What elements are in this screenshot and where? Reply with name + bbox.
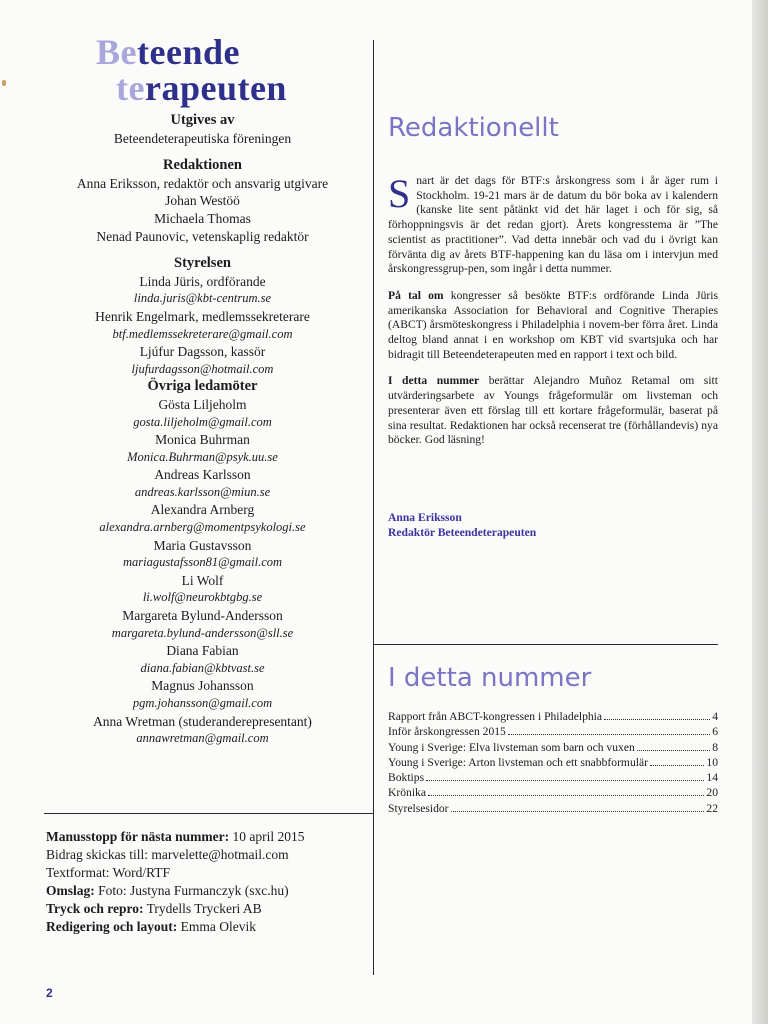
deadline-line: Manusstopp för nästa nummer: 10 april 2015 — [46, 829, 305, 844]
print-line: Tryck och repro: Trydells Tryckeri AB — [46, 901, 262, 916]
signature-name: Anna Eriksson — [388, 511, 462, 524]
board-member-email[interactable]: btf.medlemssekreterare@gmail.com — [112, 326, 293, 341]
member-email[interactable]: gosta.liljeholm@gmail.com — [133, 414, 272, 429]
page-edge-shadow — [752, 0, 768, 1024]
member-name: Andreas Karlsson — [154, 467, 251, 483]
editorial-paragraph: På tal om kongresser så besökte BTF:s ordförande Linda Jüris amerikanska Association for Behavioral and Cognitive Therapies (ABCT) årsmöteskongress i Philadelphia i novem-ber förra året. Linda deltog bland annat i en workshop om KBT vid svartsjuka och har bidragit till Beteendeterapeuten med en rapport i text och bild. — [388, 288, 718, 361]
member-email[interactable]: alexandra.arnberg@momentpsykologi.se — [99, 520, 306, 535]
member-email[interactable]: mariagustafsson81@gmail.com — [122, 555, 283, 570]
editorial-body — [388, 171, 718, 460]
member-name: Maria Gustavsson — [153, 537, 252, 553]
member-name: Diana Fabian — [166, 643, 239, 659]
published-by: Beteendeterapeutiska föreningen — [113, 130, 292, 146]
toc-item[interactable]: Young i Sverige: Elva livsteman som barn och vuxen 8 — [388, 740, 718, 754]
toc-divider — [374, 644, 718, 645]
editor-entry: Anna Eriksson, redaktör och ansvarig utgivare — [76, 175, 329, 191]
member-name: Anna Wretman (studeranderepresentant) — [93, 713, 312, 729]
production-credits — [46, 828, 371, 936]
editorial-team-heading: Redaktionen — [163, 157, 242, 174]
member-email[interactable]: andreas.karlsson@miun.se — [134, 484, 271, 499]
submit-line: Bidrag skickas till: marvelette@hotmail.com — [46, 847, 289, 862]
editor-entry: Michaela Thomas — [154, 210, 251, 226]
editorial-paragraph: Snart är det dags för BTF:s årskongress som i år äger rum i Stockholm. 19-21 mars är de datum du bör boka av i kalendern (kanske lite sent påtänkt vid det här laget i och för sig, så förhoppningsvis är det redan gjort). Årets kongresstema är ”The scientist as practitioner”. Vad detta innebär och vad du i övrigt kan förvänta dig av årets BTF-happening kan du läsa om i intervjun med årskongressgrup-pen, som ingår i detta nummer. — [388, 171, 718, 276]
member-name: Margareta Bylund-Andersson — [122, 608, 283, 624]
page-number: 2 — [46, 986, 53, 1000]
drop-cap: S — [388, 171, 411, 216]
member-name: Alexandra Arnberg — [150, 502, 255, 518]
board-member-name: Henrik Engelmark, medlemssekreterare — [95, 308, 310, 324]
logo-line-1: Beteende — [96, 32, 240, 72]
editor-entry: Nenad Paunovic, vetenskaplig redaktör — [96, 228, 309, 244]
column-divider — [373, 40, 374, 975]
toc-item[interactable]: Styrelsesidor 22 — [388, 801, 718, 815]
published-by-heading: Utgives av — [170, 112, 235, 128]
member-email[interactable]: pgm.johansson@gmail.com — [132, 696, 273, 710]
credits-divider — [44, 813, 374, 814]
editorial-signature — [388, 510, 718, 540]
board-member-name: Linda Jüris, ordförande — [139, 273, 266, 289]
member-email[interactable]: diana.fabian@kbtvast.se — [140, 660, 265, 675]
member-email[interactable]: margareta.bylund-andersson@sll.se — [111, 625, 294, 640]
editorial-heading: Redaktionellt — [388, 113, 559, 143]
format-line: Textformat: Word/RTF — [46, 865, 171, 880]
board-member-name: Ljúfur Dagsson, kassör — [139, 344, 266, 360]
other-members-heading: Övriga ledamöter — [147, 378, 258, 395]
toc-item[interactable]: Krönika 20 — [388, 786, 718, 800]
toc-heading: I detta nummer — [388, 663, 592, 693]
table-of-contents — [388, 709, 718, 816]
editor-entry: Johan Westöö — [165, 193, 240, 209]
member-email[interactable]: Monica.Buhrman@psyk.uu.se — [127, 449, 278, 464]
masthead — [40, 112, 365, 748]
member-name: Li Wolf — [181, 572, 224, 588]
toc-item[interactable]: Young i Sverige: Arton livsteman och ett snabbformulär 10 — [388, 755, 718, 769]
toc-item[interactable]: Boktips 14 — [388, 771, 718, 785]
editorial-paragraph: I detta nummer berättar Alejandro Muñoz Retamal om sitt utvärderingsarbete av Youngs frågeformulär om livsteman och presenterar även ett förslag till ett kortare frågeformulär, baserat på sina resultat. Redaktionen har också recenserat tre (förhållandevis) nya böcker. God läsning! — [388, 374, 718, 447]
member-name: Gösta Liljeholm — [158, 396, 247, 412]
board-member-email[interactable]: ljufurdagsson@hotmail.com — [131, 361, 274, 376]
signature-title: Redaktör Beteendeterapeuten — [388, 526, 537, 539]
member-name: Monica Buhrman — [155, 432, 250, 448]
member-email[interactable]: li.wolf@neurokbtgbg.se — [142, 590, 263, 605]
logo-line-2: terapeuten — [116, 68, 287, 108]
toc-item[interactable]: Rapport från ABCT-kongressen i Philadelphia 4 — [388, 710, 718, 723]
layout-line: Redigering och layout: Emma Olevik — [46, 919, 256, 934]
scan-speck — [2, 80, 6, 86]
member-email[interactable]: annawretman@gmail.com — [136, 731, 269, 746]
magazine-logo — [96, 34, 287, 106]
board-member-email[interactable]: linda.juris@kbt-centrum.se — [133, 291, 272, 306]
member-name: Magnus Johansson — [151, 678, 254, 694]
board-heading: Styrelsen — [174, 255, 231, 272]
toc-item[interactable]: Inför årskongressen 2015 6 — [388, 725, 718, 739]
cover-line: Omslag: Foto: Justyna Furmanczyk (sxc.hu) — [46, 883, 289, 898]
